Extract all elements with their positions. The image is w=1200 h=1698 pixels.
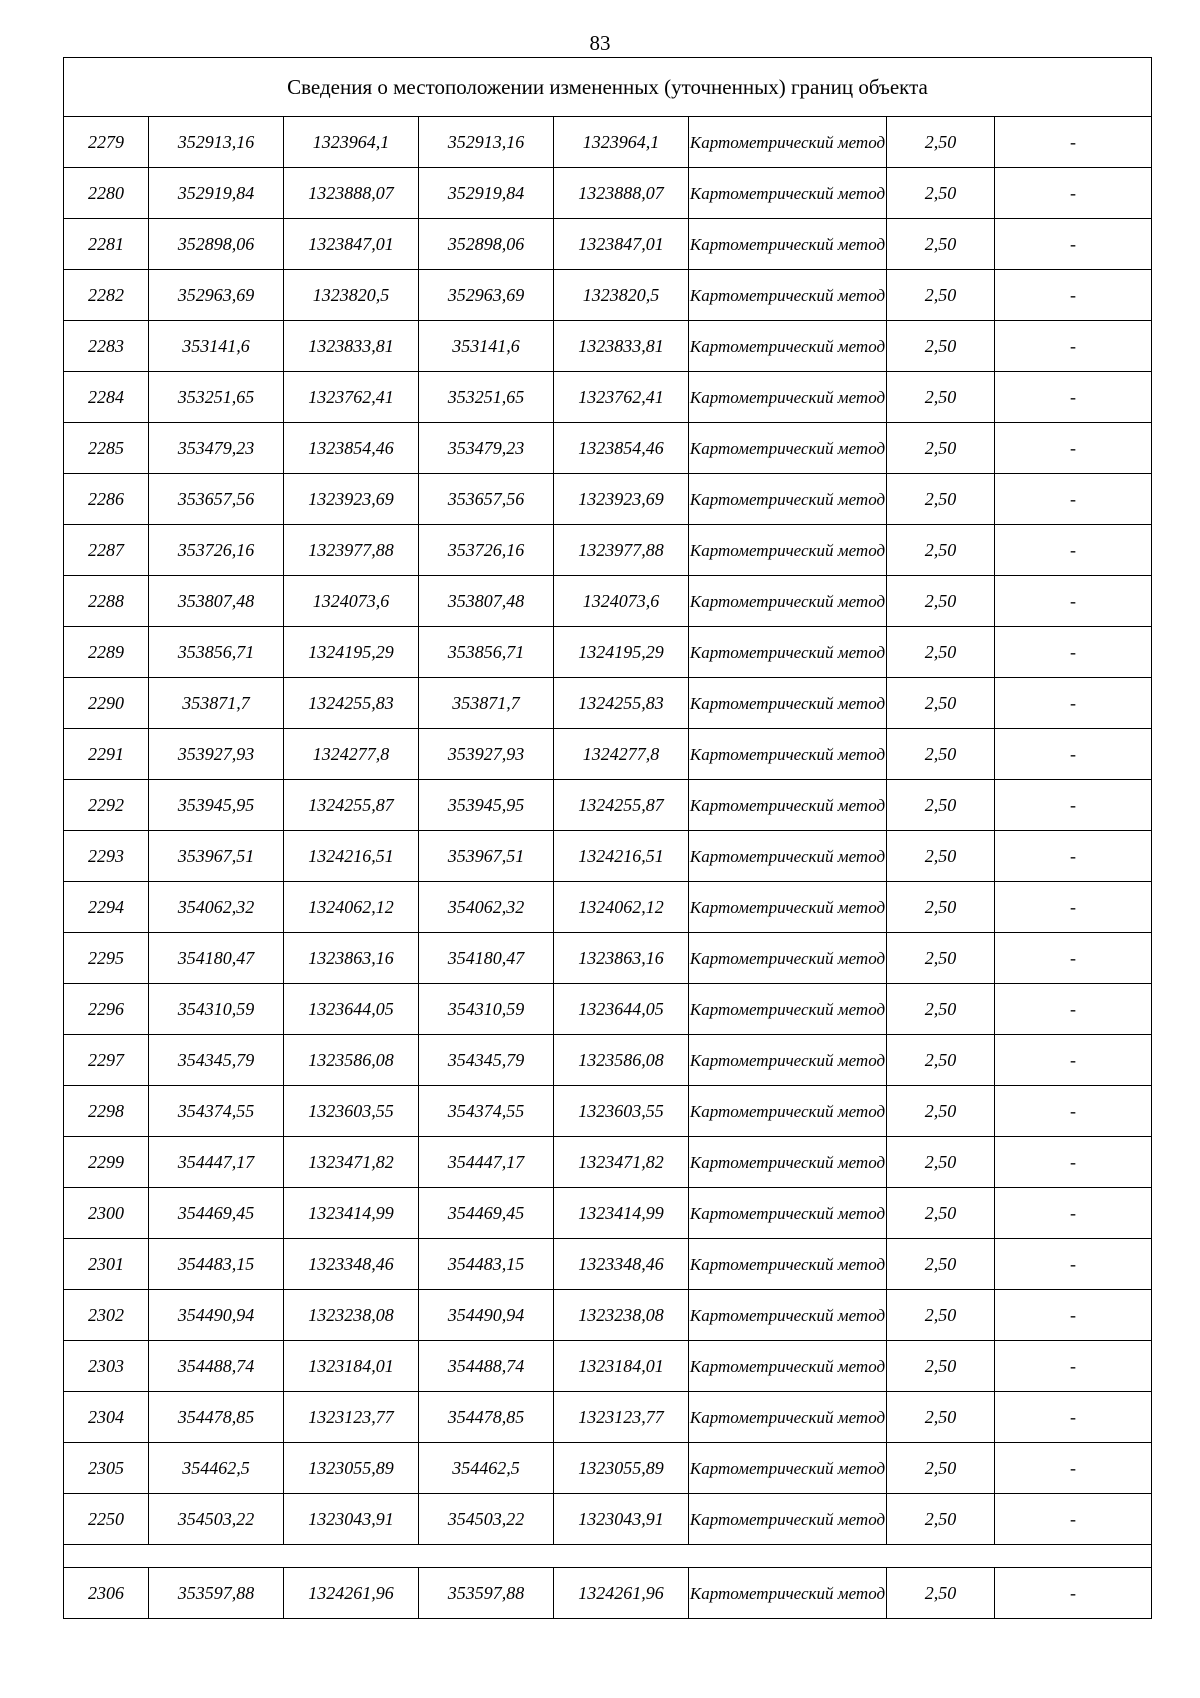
existing-x-cell: 354488,74 [149,1341,284,1392]
refined-x-cell: 353967,51 [419,831,554,882]
existing-y-cell: 1323043,91 [284,1494,419,1545]
accuracy-cell: 2,50 [887,168,995,219]
refined-x-cell: 354374,55 [419,1086,554,1137]
table-row [64,423,1152,474]
refined-y-cell: 1323348,46 [554,1239,689,1290]
refined-y-cell: 1323603,55 [554,1086,689,1137]
refined-y-cell: 1323123,77 [554,1392,689,1443]
table-title: Сведения о местоположении измененных (уточненных) границ объекта [64,58,1152,117]
refined-x-cell: 353807,48 [419,576,554,627]
refined-y-cell: 1324261,96 [554,1568,689,1619]
refined-y-cell: 1323977,88 [554,525,689,576]
refined-y-cell: 1323854,46 [554,423,689,474]
point-number-cell: 2286 [64,474,149,525]
point-number-cell: 2303 [64,1341,149,1392]
existing-x-cell: 353856,71 [149,627,284,678]
table-row [64,882,1152,933]
table-row [64,933,1152,984]
method-cell: Картометрический метод [689,1035,887,1086]
point-number-cell: 2283 [64,321,149,372]
refined-x-cell: 354488,74 [419,1341,554,1392]
refined-y-cell: 1324277,8 [554,729,689,780]
refined-x-cell: 354447,17 [419,1137,554,1188]
table-row [64,1086,1152,1137]
point-number-cell: 2304 [64,1392,149,1443]
existing-x-cell: 354180,47 [149,933,284,984]
method-cell: Картометрический метод [689,729,887,780]
existing-y-cell: 1323847,01 [284,219,419,270]
table-row [64,270,1152,321]
table-row [64,1137,1152,1188]
table-row [64,984,1152,1035]
existing-y-cell: 1323184,01 [284,1341,419,1392]
accuracy-cell: 2,50 [887,270,995,321]
refined-y-cell: 1323644,05 [554,984,689,1035]
note-cell: - [995,270,1152,321]
method-cell: Картометрический метод [689,933,887,984]
refined-y-cell: 1323586,08 [554,1035,689,1086]
existing-x-cell: 354062,32 [149,882,284,933]
note-cell: - [995,882,1152,933]
method-cell: Картометрический метод [689,474,887,525]
existing-y-cell: 1323863,16 [284,933,419,984]
existing-y-cell: 1323762,41 [284,372,419,423]
point-number-cell: 2287 [64,525,149,576]
accuracy-cell: 2,50 [887,780,995,831]
method-cell: Картометрический метод [689,984,887,1035]
accuracy-cell: 2,50 [887,321,995,372]
refined-x-cell: 354345,79 [419,1035,554,1086]
table-row [64,576,1152,627]
point-number-cell: 2282 [64,270,149,321]
point-number-cell: 2250 [64,1494,149,1545]
method-cell: Картометрический метод [689,1137,887,1188]
table-row [64,168,1152,219]
note-cell: - [995,729,1152,780]
table-row [64,321,1152,372]
table-row [64,780,1152,831]
existing-x-cell: 354462,5 [149,1443,284,1494]
refined-y-cell: 1323964,1 [554,117,689,168]
refined-y-cell: 1323471,82 [554,1137,689,1188]
existing-y-cell: 1324216,51 [284,831,419,882]
existing-y-cell: 1323644,05 [284,984,419,1035]
accuracy-cell: 2,50 [887,933,995,984]
existing-x-cell: 353726,16 [149,525,284,576]
refined-x-cell: 352898,06 [419,219,554,270]
existing-y-cell: 1323888,07 [284,168,419,219]
existing-x-cell: 353871,7 [149,678,284,729]
note-cell: - [995,780,1152,831]
note-cell: - [995,831,1152,882]
table-row [64,474,1152,525]
existing-x-cell: 352898,06 [149,219,284,270]
accuracy-cell: 2,50 [887,1137,995,1188]
existing-y-cell: 1324062,12 [284,882,419,933]
point-number-cell: 2279 [64,117,149,168]
refined-x-cell: 353871,7 [419,678,554,729]
point-number-cell: 2297 [64,1035,149,1086]
refined-y-cell: 1323820,5 [554,270,689,321]
refined-x-cell: 353945,95 [419,780,554,831]
note-cell: - [995,678,1152,729]
existing-y-cell: 1323471,82 [284,1137,419,1188]
table-row [64,1392,1152,1443]
existing-y-cell: 1324261,96 [284,1568,419,1619]
method-cell: Картометрический метод [689,678,887,729]
method-cell: Картометрический метод [689,1188,887,1239]
existing-x-cell: 354503,22 [149,1494,284,1545]
method-cell: Картометрический метод [689,1086,887,1137]
existing-y-cell: 1323854,46 [284,423,419,474]
point-number-cell: 2281 [64,219,149,270]
table-row [64,831,1152,882]
existing-x-cell: 353657,56 [149,474,284,525]
point-number-cell: 2292 [64,780,149,831]
method-cell: Картометрический метод [689,627,887,678]
existing-y-cell: 1324073,6 [284,576,419,627]
refined-x-cell: 353141,6 [419,321,554,372]
table-body [64,58,1152,1619]
existing-y-cell: 1323055,89 [284,1443,419,1494]
refined-x-cell: 354483,15 [419,1239,554,1290]
method-cell: Картометрический метод [689,780,887,831]
accuracy-cell: 2,50 [887,678,995,729]
note-cell: - [995,474,1152,525]
existing-y-cell: 1323348,46 [284,1239,419,1290]
refined-x-cell: 354469,45 [419,1188,554,1239]
refined-x-cell: 354490,94 [419,1290,554,1341]
refined-y-cell: 1323238,08 [554,1290,689,1341]
table-row [64,1239,1152,1290]
refined-x-cell: 353251,65 [419,372,554,423]
refined-y-cell: 1323863,16 [554,933,689,984]
point-number-cell: 2305 [64,1443,149,1494]
note-cell: - [995,1035,1152,1086]
point-number-cell: 2285 [64,423,149,474]
point-number-cell: 2289 [64,627,149,678]
existing-x-cell: 354478,85 [149,1392,284,1443]
existing-x-cell: 352963,69 [149,270,284,321]
refined-x-cell: 353927,93 [419,729,554,780]
table-row [64,1494,1152,1545]
existing-y-cell: 1324255,83 [284,678,419,729]
table-row [64,525,1152,576]
method-cell: Картометрический метод [689,1494,887,1545]
note-cell: - [995,219,1152,270]
existing-x-cell: 354483,15 [149,1239,284,1290]
method-cell: Картометрический метод [689,525,887,576]
refined-y-cell: 1324073,6 [554,576,689,627]
table-title-row [64,58,1152,117]
method-cell: Картометрический метод [689,423,887,474]
accuracy-cell: 2,50 [887,1086,995,1137]
note-cell: - [995,627,1152,678]
note-cell: - [995,1568,1152,1619]
point-number-cell: 2280 [64,168,149,219]
point-number-cell: 2290 [64,678,149,729]
method-cell: Картометрический метод [689,1239,887,1290]
existing-x-cell: 353807,48 [149,576,284,627]
existing-x-cell: 353945,95 [149,780,284,831]
table-row [64,627,1152,678]
accuracy-cell: 2,50 [887,117,995,168]
refined-x-cell: 354310,59 [419,984,554,1035]
existing-x-cell: 354345,79 [149,1035,284,1086]
existing-y-cell: 1323923,69 [284,474,419,525]
point-number-cell: 2299 [64,1137,149,1188]
point-number-cell: 2284 [64,372,149,423]
method-cell: Картометрический метод [689,1443,887,1494]
existing-y-cell: 1323238,08 [284,1290,419,1341]
refined-y-cell: 1323043,91 [554,1494,689,1545]
refined-x-cell: 352913,16 [419,117,554,168]
method-cell: Картометрический метод [689,1392,887,1443]
point-number-cell: 2306 [64,1568,149,1619]
refined-y-cell: 1323923,69 [554,474,689,525]
table-row [64,117,1152,168]
table-row [64,1290,1152,1341]
existing-x-cell: 352913,16 [149,117,284,168]
note-cell: - [995,984,1152,1035]
method-cell: Картометрический метод [689,1290,887,1341]
note-cell: - [995,1188,1152,1239]
method-cell: Картометрический метод [689,372,887,423]
existing-x-cell: 354447,17 [149,1137,284,1188]
note-cell: - [995,168,1152,219]
note-cell: - [995,1443,1152,1494]
table-row [64,729,1152,780]
existing-x-cell: 352919,84 [149,168,284,219]
point-number-cell: 2295 [64,933,149,984]
existing-y-cell: 1323586,08 [284,1035,419,1086]
existing-y-cell: 1323414,99 [284,1188,419,1239]
note-cell: - [995,372,1152,423]
refined-x-cell: 354462,5 [419,1443,554,1494]
refined-y-cell: 1324255,87 [554,780,689,831]
existing-y-cell: 1323833,81 [284,321,419,372]
accuracy-cell: 2,50 [887,1188,995,1239]
refined-x-cell: 353856,71 [419,627,554,678]
note-cell: - [995,1239,1152,1290]
existing-y-cell: 1323820,5 [284,270,419,321]
point-number-cell: 2300 [64,1188,149,1239]
table-row [64,678,1152,729]
empty-cell [64,1545,1152,1568]
note-cell: - [995,321,1152,372]
accuracy-cell: 2,50 [887,1239,995,1290]
existing-y-cell: 1323123,77 [284,1392,419,1443]
refined-y-cell: 1324062,12 [554,882,689,933]
refined-x-cell: 354503,22 [419,1494,554,1545]
point-number-cell: 2301 [64,1239,149,1290]
table-row [64,1035,1152,1086]
table-row [64,1188,1152,1239]
refined-y-cell: 1323847,01 [554,219,689,270]
refined-x-cell: 353597,88 [419,1568,554,1619]
method-cell: Картометрический метод [689,168,887,219]
existing-x-cell: 354469,45 [149,1188,284,1239]
table-row [64,1341,1152,1392]
refined-y-cell: 1324195,29 [554,627,689,678]
point-number-cell: 2291 [64,729,149,780]
refined-y-cell: 1323762,41 [554,372,689,423]
note-cell: - [995,1290,1152,1341]
existing-x-cell: 353479,23 [149,423,284,474]
note-cell: - [995,1392,1152,1443]
point-number-cell: 2298 [64,1086,149,1137]
accuracy-cell: 2,50 [887,729,995,780]
accuracy-cell: 2,50 [887,1290,995,1341]
method-cell: Картометрический метод [689,270,887,321]
table-row [64,1443,1152,1494]
accuracy-cell: 2,50 [887,576,995,627]
refined-x-cell: 354062,32 [419,882,554,933]
refined-x-cell: 353657,56 [419,474,554,525]
method-cell: Картометрический метод [689,117,887,168]
note-cell: - [995,1137,1152,1188]
existing-y-cell: 1324255,87 [284,780,419,831]
refined-y-cell: 1324255,83 [554,678,689,729]
method-cell: Картометрический метод [689,882,887,933]
refined-y-cell: 1323888,07 [554,168,689,219]
accuracy-cell: 2,50 [887,525,995,576]
existing-y-cell: 1323977,88 [284,525,419,576]
accuracy-cell: 2,50 [887,372,995,423]
refined-y-cell: 1323414,99 [554,1188,689,1239]
table-row [64,1568,1152,1619]
table-row [64,372,1152,423]
refined-x-cell: 354180,47 [419,933,554,984]
refined-x-cell: 354478,85 [419,1392,554,1443]
refined-y-cell: 1323184,01 [554,1341,689,1392]
method-cell: Картометрический метод [689,1341,887,1392]
method-cell: Картометрический метод [689,321,887,372]
existing-x-cell: 354490,94 [149,1290,284,1341]
refined-y-cell: 1323055,89 [554,1443,689,1494]
point-number-cell: 2302 [64,1290,149,1341]
note-cell: - [995,1341,1152,1392]
note-cell: - [995,525,1152,576]
refined-y-cell: 1324216,51 [554,831,689,882]
method-cell: Картометрический метод [689,576,887,627]
table-row [64,219,1152,270]
refined-y-cell: 1323833,81 [554,321,689,372]
accuracy-cell: 2,50 [887,882,995,933]
refined-x-cell: 353479,23 [419,423,554,474]
accuracy-cell: 2,50 [887,423,995,474]
accuracy-cell: 2,50 [887,1443,995,1494]
accuracy-cell: 2,50 [887,1568,995,1619]
method-cell: Картометрический метод [689,1568,887,1619]
method-cell: Картометрический метод [689,219,887,270]
point-number-cell: 2288 [64,576,149,627]
accuracy-cell: 2,50 [887,984,995,1035]
existing-y-cell: 1324195,29 [284,627,419,678]
accuracy-cell: 2,50 [887,627,995,678]
note-cell: - [995,423,1152,474]
existing-x-cell: 353967,51 [149,831,284,882]
accuracy-cell: 2,50 [887,474,995,525]
refined-x-cell: 352963,69 [419,270,554,321]
accuracy-cell: 2,50 [887,219,995,270]
point-number-cell: 2296 [64,984,149,1035]
point-number-cell: 2294 [64,882,149,933]
page-number: 83 [589,31,611,55]
existing-y-cell: 1323964,1 [284,117,419,168]
note-cell: - [995,576,1152,627]
note-cell: - [995,117,1152,168]
accuracy-cell: 2,50 [887,1035,995,1086]
existing-x-cell: 353927,93 [149,729,284,780]
existing-x-cell: 353251,65 [149,372,284,423]
existing-x-cell: 354310,59 [149,984,284,1035]
accuracy-cell: 2,50 [887,1392,995,1443]
existing-x-cell: 353141,6 [149,321,284,372]
point-number-cell: 2293 [64,831,149,882]
existing-y-cell: 1323603,55 [284,1086,419,1137]
refined-x-cell: 352919,84 [419,168,554,219]
table-spacer-row [64,1545,1152,1568]
existing-y-cell: 1324277,8 [284,729,419,780]
note-cell: - [995,1086,1152,1137]
note-cell: - [995,933,1152,984]
existing-x-cell: 354374,55 [149,1086,284,1137]
method-cell: Картометрический метод [689,831,887,882]
accuracy-cell: 2,50 [887,1494,995,1545]
accuracy-cell: 2,50 [887,1341,995,1392]
accuracy-cell: 2,50 [887,831,995,882]
boundary-coordinates-table [63,57,1152,1619]
note-cell: - [995,1494,1152,1545]
existing-x-cell: 353597,88 [149,1568,284,1619]
refined-x-cell: 353726,16 [419,525,554,576]
